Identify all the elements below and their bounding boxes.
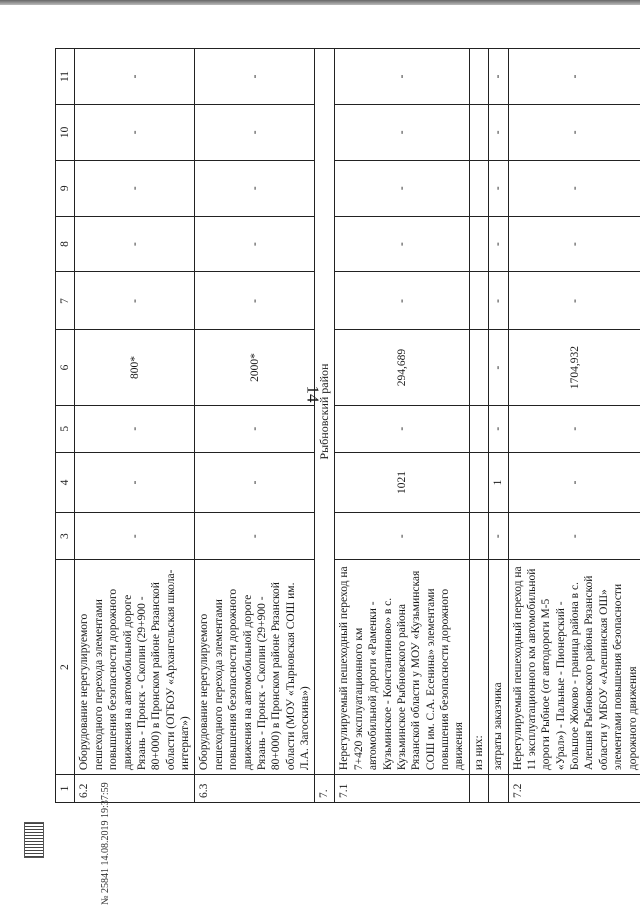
table-cell: - xyxy=(75,49,195,105)
table-cell: 6.2 xyxy=(75,775,195,803)
table-cell: - xyxy=(195,49,315,105)
table-cell: - xyxy=(195,513,315,560)
document-stamp: № 25841 14.08.2019 19:37:59 xyxy=(100,782,111,905)
table-cell: - xyxy=(508,272,640,330)
table-cell: - xyxy=(195,452,315,512)
table-cell: - xyxy=(508,405,640,452)
table-cell xyxy=(469,330,488,405)
table-cell: - xyxy=(335,49,469,105)
table-cell: 1 xyxy=(489,452,508,512)
table-cell xyxy=(469,405,488,452)
table-cell: - xyxy=(335,104,469,160)
table-cell xyxy=(469,775,488,803)
col-header: 9 xyxy=(56,160,75,216)
col-header: 2 xyxy=(56,560,75,775)
table-cell: - xyxy=(489,272,508,330)
header-row xyxy=(56,49,75,803)
table-cell: - xyxy=(195,272,315,330)
table-cell xyxy=(469,216,488,272)
table-row xyxy=(195,49,315,803)
barcode-icon xyxy=(24,822,44,858)
table-cell xyxy=(469,452,488,512)
table-cell: - xyxy=(75,104,195,160)
table-cell: 2000* xyxy=(195,330,315,405)
table-cell: Нерегулируемый пешеходный переход на 7+420 эксплуатационного км автомобильной дороги «Раменки - Кузьминское - Константиново» в с. Кузьминское Рыбновского района Рязанской области у МОУ «Кузьминская СОШ им. С.А. Есенина» элементами повышения безопасности дорожного движения xyxy=(335,560,469,775)
table-cell: - xyxy=(489,49,508,105)
table-cell: 6.3 xyxy=(195,775,315,803)
col-header: 5 xyxy=(56,405,75,452)
table-cell: 1704,932 xyxy=(508,330,640,405)
table-area xyxy=(55,48,640,803)
table-cell: - xyxy=(75,452,195,512)
table-cell: 7.2 xyxy=(508,775,640,803)
table-cell: - xyxy=(489,513,508,560)
table-cell xyxy=(489,775,508,803)
table-cell: - xyxy=(508,104,640,160)
table-cell: - xyxy=(195,104,315,160)
table-cell: - xyxy=(335,272,469,330)
table-row xyxy=(75,49,195,803)
table-row xyxy=(469,49,488,803)
table-cell xyxy=(469,104,488,160)
table-cell: - xyxy=(508,452,640,512)
table-cell: - xyxy=(195,160,315,216)
table-row xyxy=(335,49,469,803)
table-cell xyxy=(469,272,488,330)
table-cell: - xyxy=(75,272,195,330)
table-cell: - xyxy=(75,160,195,216)
table-cell: - xyxy=(75,513,195,560)
table-cell: - xyxy=(335,160,469,216)
col-header: 11 xyxy=(56,49,75,105)
table-cell: - xyxy=(508,513,640,560)
table-cell: 7.1 xyxy=(335,775,469,803)
table-cell: - xyxy=(489,330,508,405)
table-cell: - xyxy=(489,104,508,160)
table-cell xyxy=(469,160,488,216)
table-cell: 294,689 xyxy=(335,330,469,405)
table-cell: Оборудование нерегулируемого пешеходного перехода элементами повышения безопасности дорожного движения на автомобильной дороге Рязань - Пронск - Скопин (29+900 - 80+000) в Пронском районе Рязанской области (ОГБОУ «Архангельская школа-интернат») xyxy=(75,560,195,775)
table-cell: 7. xyxy=(315,775,335,803)
col-header: 8 xyxy=(56,216,75,272)
col-header: 3 xyxy=(56,513,75,560)
table-row xyxy=(508,49,640,803)
table-cell: - xyxy=(75,216,195,272)
table-cell: Рыбновский район xyxy=(315,49,335,775)
table-cell: - xyxy=(489,216,508,272)
col-header: 10 xyxy=(56,104,75,160)
table-cell xyxy=(469,49,488,105)
table-cell: - xyxy=(489,405,508,452)
table-cell: - xyxy=(195,216,315,272)
col-header: 6 xyxy=(56,330,75,405)
table-cell: - xyxy=(508,49,640,105)
rotated-table-container xyxy=(55,48,640,803)
table-cell xyxy=(469,513,488,560)
col-header: 1 xyxy=(56,775,75,803)
col-header: 7 xyxy=(56,272,75,330)
region-row xyxy=(315,49,335,803)
budget-table xyxy=(55,48,640,803)
table-cell: - xyxy=(335,513,469,560)
scan-top-edge xyxy=(0,0,640,5)
col-header: 4 xyxy=(56,452,75,512)
page-number: 14 xyxy=(303,385,323,403)
table-cell: - xyxy=(335,405,469,452)
table-cell: 1021 xyxy=(335,452,469,512)
table-cell: - xyxy=(75,405,195,452)
table-row xyxy=(489,49,508,803)
table-cell: - xyxy=(489,160,508,216)
table-cell: - xyxy=(335,216,469,272)
table-cell: - xyxy=(508,160,640,216)
table-cell: Оборудование нерегулируемого пешеходного перехода элементами повышения безопасности дорожного движения на автомобильной дороге Рязань - Пронск - Скопин (29+900 - 80+000) в Пронском районе Рязанской области (МОУ «Тырновская СОШ им. Л.А. Загоскина») xyxy=(195,560,315,775)
table-cell: затраты заказчика xyxy=(489,560,508,775)
table-cell: из них: xyxy=(469,560,488,775)
table-cell: 800* xyxy=(75,330,195,405)
table-cell: Нерегулируемый пешеходный переход на 11 эксплуатационного км автомобильной дороги Рыбное (от автодороги М-5 «Урал») - Пальные - Пионерский - Большое Жоково - граница района в с. Алешня Рыбновского района Рязанской области у МБОУ «Алешинская ОШ» элементами повышения безопасности дорожного движения xyxy=(508,560,640,775)
table-cell: - xyxy=(195,405,315,452)
table-cell: - xyxy=(508,216,640,272)
